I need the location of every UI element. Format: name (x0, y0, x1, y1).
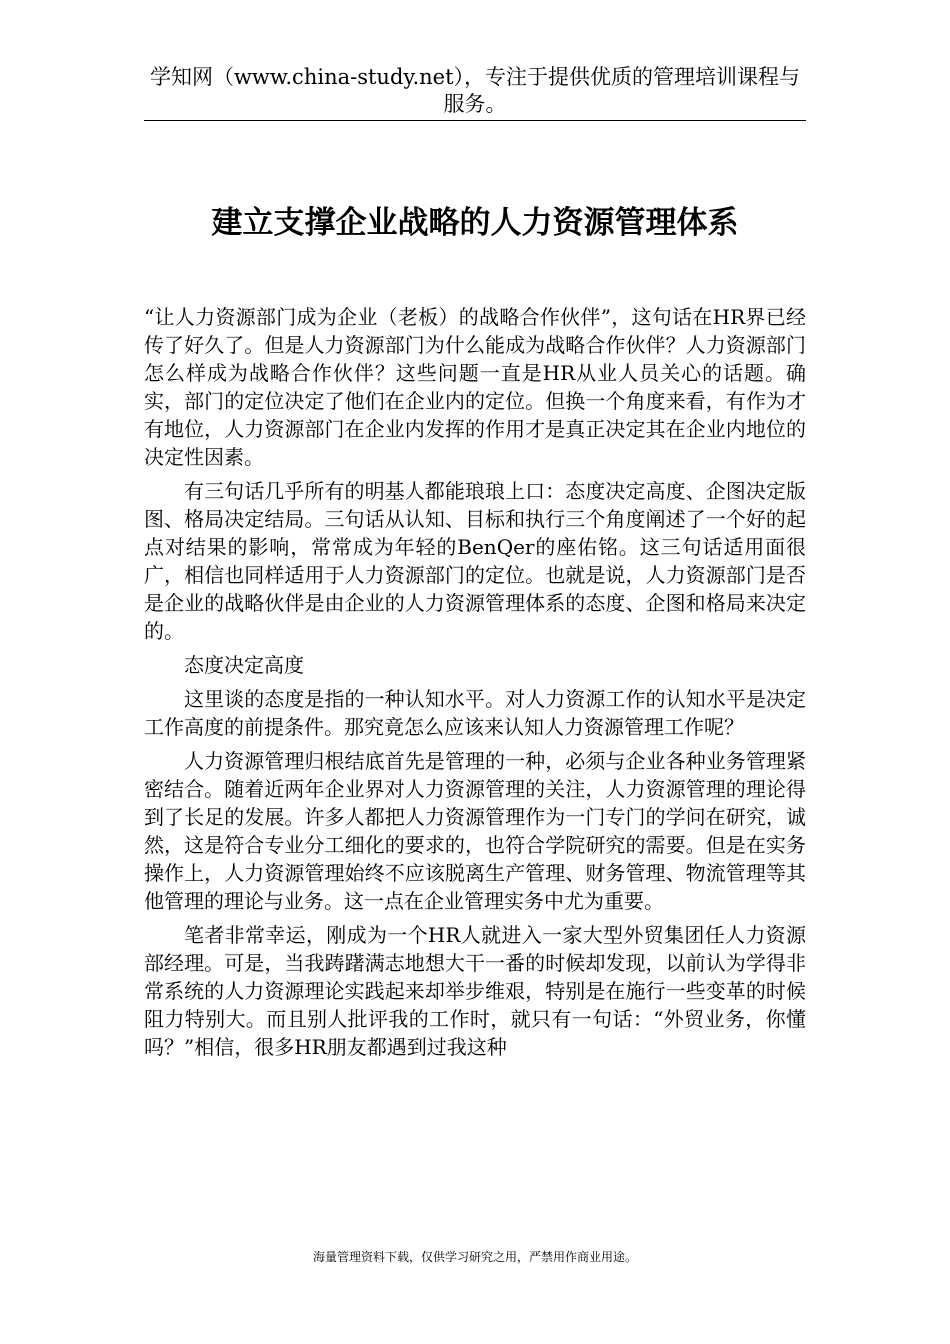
paragraph-three-sayings: 有三句话几乎所有的明基人都能琅琅上口：态度决定高度、企图决定版图、格局决定结局。三句话从认知、目标和执行三个角度阐述了一个好的起点对结果的影响，常常成为年轻的BenQer的座佑铭。这三句话适用面很广，相信也同样适用于人力资源部门的定位。也就是说，人力资源部门是否是企业的战略伙伴是由企业的人力资源管理体系的态度、企图和格局来决定的。 (144, 479, 806, 643)
document-body (144, 303, 806, 1067)
paragraph-intro: “让人力资源部门成为企业（老板）的战略合作伙伴”，这句话在HR界已经传了好久了。但是人力资源部门为什么能成为战略合作伙伴？人力资源部门怎么样成为战略合作伙伴？这些问题一直是HR从业人员关心的话题。确实，部门的定位决定了他们在企业内的定位。但换一个角度来看，有作为才有地位，人力资源部门在企业内发挥的作用才是真正决定其在企业内地位的决定性因素。 (144, 305, 806, 469)
paragraph-hr-management: 人力资源管理归根结底首先是管理的一种，必须与企业各种业务管理紧密结合。随着近两年企业界对人力资源管理的关注，人力资源管理的理论得到了长足的发展。许多人都把人力资源管理作为一门专门的学问在研究，诚然，这是符合专业分工细化的要求的，也符合学院研究的需要。但是在实务操作上，人力资源管理始终不应该脱离生产管理、财务管理、物流管理等其他管理的理论与业务。这一点在企业管理实务中尤为重要。 (144, 749, 806, 913)
section-heading-attitude: 态度决定高度 (184, 653, 304, 677)
paragraph-attitude: 这里谈的态度是指的一种认知水平。对人力资源工作的认知水平是决定工作高度的前提条件。那究竟怎么应该来认知人力资源管理工作呢？ (144, 687, 806, 739)
document-title: 建立支撑企业战略的人力资源管理体系 (211, 204, 739, 241)
page-footer: 海量管理资料下载，仅供学习研究之用，严禁用作商业用途。 (312, 1250, 637, 1264)
header-divider (144, 120, 806, 121)
page-header: 学知网（www.china-study.net），专注于提供优质的管理培训课程与服务。 (149, 65, 801, 116)
paragraph-author-experience: 笔者非常幸运，刚成为一个HR人就进入一家大型外贸集团任人力资源部经理。可是，当我踌躇满志地想大干一番的时候却发现，以前认为学得非常系统的人力资源理论实践起来却举步维艰，特别是在施行一些变革的时候阻力特别大。而且别人批评我的工作时，就只有一句话：“外贸业务，你懂吗？”相信，很多HR朋友都遇到过我这种 (144, 923, 806, 1059)
